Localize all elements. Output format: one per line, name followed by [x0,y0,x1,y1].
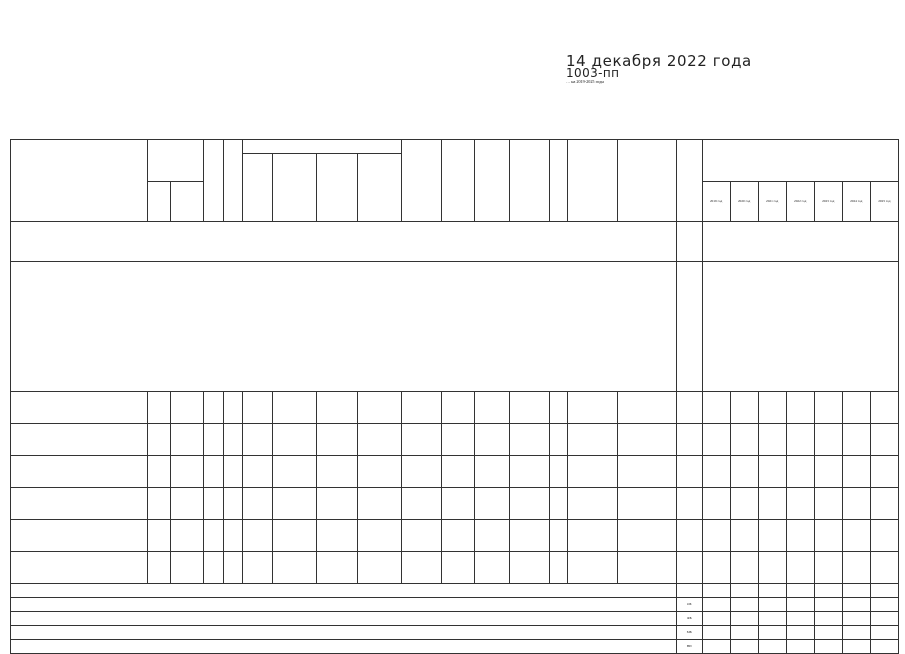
object-row-6-name [11,552,148,584]
section-regional-project-source [676,262,702,392]
header-number-stamp: 1003-пп [566,66,620,80]
col-remaining-cost-header [509,140,549,222]
finance-code-1 [676,584,702,598]
section-subprogram [11,222,677,262]
object-row-1-name [11,392,148,424]
col-permit-2-header [272,154,316,222]
object-row-2-name [11,424,148,456]
finance-code-5: ВИ [676,640,702,654]
col-year-2021-header: 2021 год [758,182,786,222]
col-year-2022-header: 2022 год [786,182,814,222]
finance-code-2: ОБ [676,598,702,612]
col-cap-value-header [171,182,204,222]
col-permit-3-header [317,154,358,222]
finance-code-3: ФБ [676,612,702,626]
col-estimated-cost-header [474,140,509,222]
col-end-year-header [223,140,243,222]
col-capacity-header [147,140,203,182]
col-year-2025-header: 2025 год [870,182,898,222]
col-start-year-header [203,140,223,222]
col-year-2024-header: 2024 год [842,182,870,222]
col-year-2019-header: 2019 год [702,182,730,222]
object-row-5-name [11,520,148,552]
objects-table [10,139,899,654]
col-permit-1-header [243,154,272,222]
col-municipality-header [568,140,618,222]
approval-header [566,54,896,84]
col-executor-header [618,140,676,222]
object-row-3-name [11,456,148,488]
col-readiness-header [549,140,568,222]
col-permits-group-header [243,140,402,154]
col-source-header [676,140,702,222]
header-line-6: … на 2019-2025 годы [566,79,605,84]
col-ownership-header [442,140,475,222]
section-subprogram-values [702,222,898,262]
col-name-header [11,140,148,222]
col-year-2023-header: 2023 год [814,182,842,222]
col-year-2020-header: 2020 год [730,182,758,222]
header-date-stamp: 14 декабря 2022 года [566,52,752,70]
section-subprogram-source [676,222,702,262]
col-work-type-header [402,140,442,222]
col-financing-group-header [702,140,898,182]
col-cap-unit-header [147,182,170,222]
col-permit-4-header [357,154,401,222]
object-row-4-name [11,488,148,520]
finance-code-4: МБ [676,626,702,640]
section-regional-project [11,262,677,392]
section-regional-project-values [702,262,898,392]
